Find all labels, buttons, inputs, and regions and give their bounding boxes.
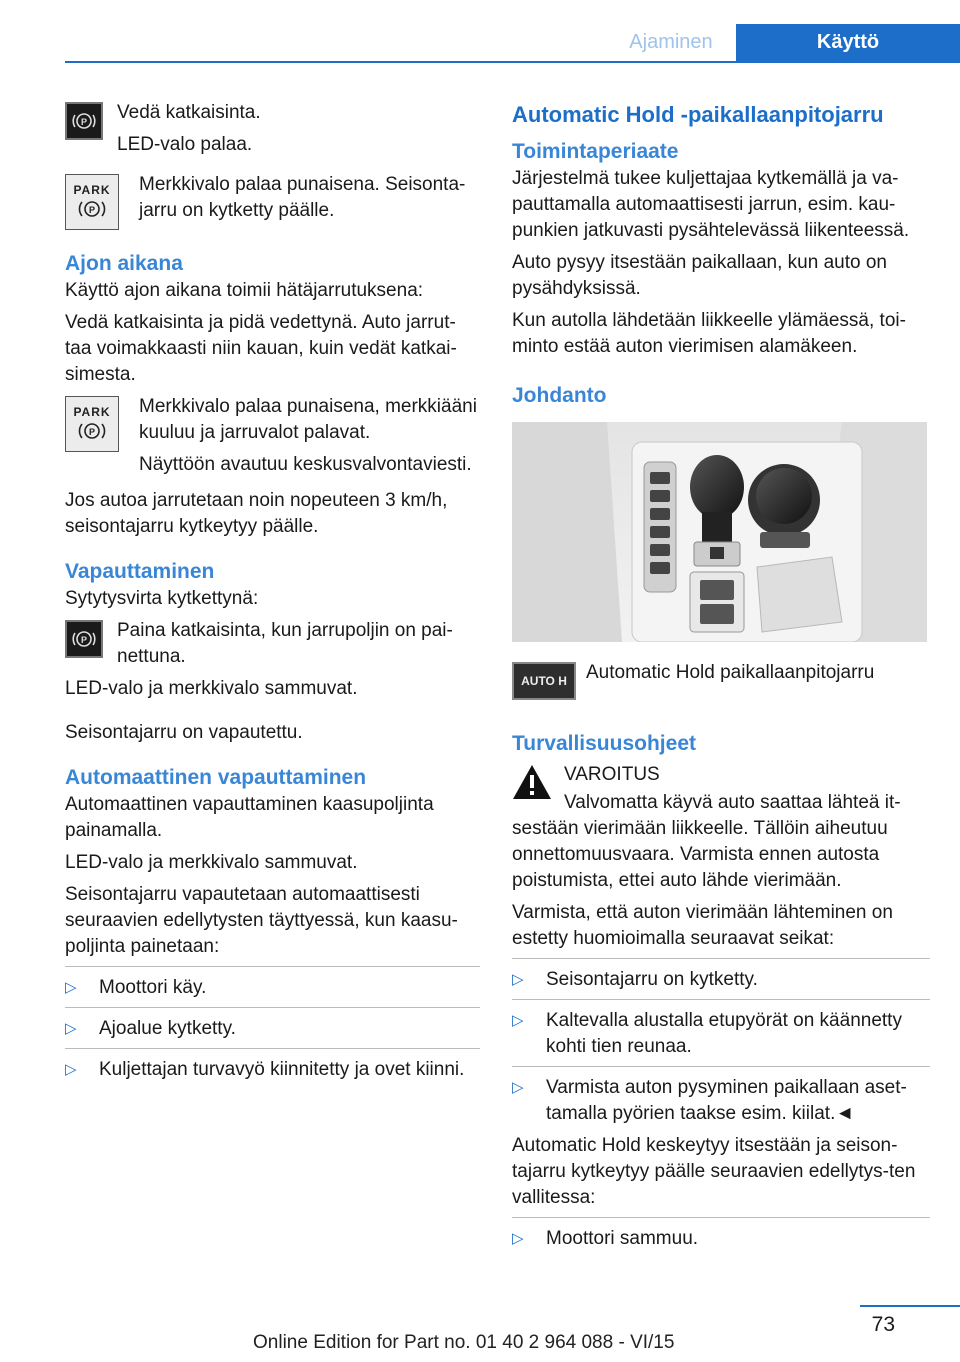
svg-text:P: P [80,117,88,127]
led-on-text: LED-valo palaa. [117,134,253,155]
vap-p3: Seisontajarru on vapautettu. [65,722,303,743]
park-label: PARK [73,405,111,419]
triangle-bullet-icon: ▷ [512,1012,524,1029]
toim-p1: Järjestelmä tukee kuljettajaa kytkemällä ja va-pauttamalla automaattisesti jarrun, esim. kau-punkien jatkuvasti pysähtelevässä liikenteessä. [512,168,910,241]
park-indicator-icon [65,174,119,230]
vap-p2: LED-valo ja merkkivalo sammuvat. [65,678,358,699]
list-item [65,1057,480,1083]
list-item [512,1226,930,1252]
ajon-aikana-heading: Ajon aikana [65,252,183,275]
footer-rule [860,1305,960,1307]
turv-p2: Automatic Hold keskeytyy itsestään ja seison-tajarru kytkeytyy päälle seuraavien edellytys-ten vallitessa: [512,1135,916,1208]
ajon-icon-p2: Näyttöön avautuu keskusvalvontaviesti. [139,454,472,475]
turvallisuusohjeet-heading: Turvallisuusohjeet [512,732,696,755]
ajon-icon-row [65,394,480,478]
center-console-photo [512,422,927,642]
header-chapter-tab[interactable]: Käyttö [736,24,960,61]
list-item-text: Moottori sammuu. [546,1228,699,1249]
ajon-p3: Jos autoa jarrutetaan noin nopeuteen 3 km/h, seisontajarru kytkeytyy päälle. [65,490,448,537]
header-tabs [606,24,960,61]
parking-brake-button-icon [65,620,103,658]
svg-text:P: P [88,205,96,215]
autoh-row [512,660,930,710]
bullet-divider [512,958,930,959]
bullet-divider [65,966,480,967]
auto-hold-button-icon: AUTO H [512,662,576,700]
park-indicator-icon [65,396,119,452]
vap-icon-row [65,618,480,670]
list-item-text: Ajoalue kytketty. [99,1018,236,1039]
list-item-text: Seisontajarru on kytketty. [546,969,758,990]
list-item [512,1008,930,1060]
triangle-bullet-icon: ▷ [512,1230,524,1247]
left-column [65,100,480,1089]
list-item-text: Varmista auton pysyminen paikallaan aset-tamalla pyörien taakse esim. kiilat.◄ [546,1077,907,1124]
park-red-row [65,172,480,224]
ajon-p1: Käyttö ajon aikana toimii hätäjarrutuksena: [65,280,424,301]
bullet-divider [512,1066,930,1067]
vap-icon-text: Paina katkaisinta, kun jarrupoljin on pai-nettuna. [117,620,453,667]
header-rule [65,61,960,63]
triangle-bullet-icon: ▷ [512,971,524,988]
list-item-text: Moottori käy. [99,977,207,998]
bullet-divider [512,1217,930,1218]
list-item [512,1075,930,1127]
auto-p1: Automaattinen vapauttaminen kaasupoljinta painamalla. [65,794,434,841]
svg-text:P: P [88,427,96,437]
turv-p1: Varmista, että auton vierimään lähteminen on estetty huomioimalla seuraavat seikat: [512,902,893,949]
toim-p3: Kun autolla lähdetään liikkeelle ylämäessä, toi-minto estää auton vierimisen alamäkeen. [512,310,906,357]
pull-switch-row [65,100,480,158]
bullet-divider [65,1048,480,1049]
header-section-tab[interactable]: Ajaminen [629,31,713,53]
list-item [65,1016,480,1042]
ajon-p2: Vedä katkaisinta ja pidä vedettynä. Auto jarrut-taa voimakkaasti niin kauan, kuin vedät katkai-simesta. [65,312,457,385]
automaattinen-heading: Automaattinen vapauttaminen [65,766,367,789]
triangle-bullet-icon: ▷ [65,979,77,996]
autoh-text: Automatic Hold paikallaanpitojarru [586,662,875,683]
johdanto-heading: Johdanto [512,384,607,407]
park-red-text: Merkkivalo palaa punaisena. Seisonta-jarru on kytketty päälle. [139,174,466,221]
automatic-hold-title: Automatic Hold -paikallaanpitojarru [512,102,884,127]
triangle-bullet-icon: ▷ [512,1079,524,1096]
auto-p2: LED-valo ja merkkivalo sammuvat. [65,852,358,873]
page-number: 73 [871,1313,895,1336]
list-item [512,967,930,993]
list-item-text: Kaltevalla alustalla etupyörät on käännetty kohti tien reunaa. [546,1010,902,1057]
vap-p1: Sytytysvirta kytkettynä: [65,588,259,609]
bullet-divider [512,999,930,1000]
park-label: PARK [73,183,111,197]
bullet-divider [65,1007,480,1008]
parking-brake-button-icon [65,102,103,140]
vapauttaminen-heading: Vapauttaminen [65,560,215,583]
warning-triangle-icon [512,764,552,800]
svg-text:P: P [80,635,88,645]
auto-p3: Seisontajarru vapautetaan automaattisesti seuraavien edellytysten täyttyessä, kun kaasu-poljinta painetaan: [65,884,458,957]
triangle-bullet-icon: ▷ [65,1061,77,1078]
triangle-bullet-icon: ▷ [65,1020,77,1037]
ajon-icon-p1: Merkkivalo palaa punaisena, merkkiääni kuuluu ja jarruvalot palavat. [139,396,477,443]
warning-block [512,762,930,788]
toim-p2: Auto pysyy itsestään paikallaan, kun auto on pysähdyksissä. [512,252,887,299]
list-item [65,975,480,1001]
list-item-text: Kuljettajan turvavyö kiinnitetty ja ovet kiinni. [99,1059,465,1080]
right-column [512,100,930,1258]
pull-switch-text: Vedä katkaisinta. [117,102,261,123]
toimintaperiaate-heading: Toimintaperiaate [512,140,679,163]
edition-text: Online Edition for Part no. 01 40 2 964 088 - VI/15 [253,1332,675,1353]
warning-title: VAROITUS [564,764,660,785]
warning-text: Valvomatta käyvä auto saattaa lähteä it-sestään vierimään liikkeelle. Tällöin aiheutuu onnettomuusvaara. Varmista ennen autosta poistumista, ettei auto lähde vierimään. [512,792,901,891]
